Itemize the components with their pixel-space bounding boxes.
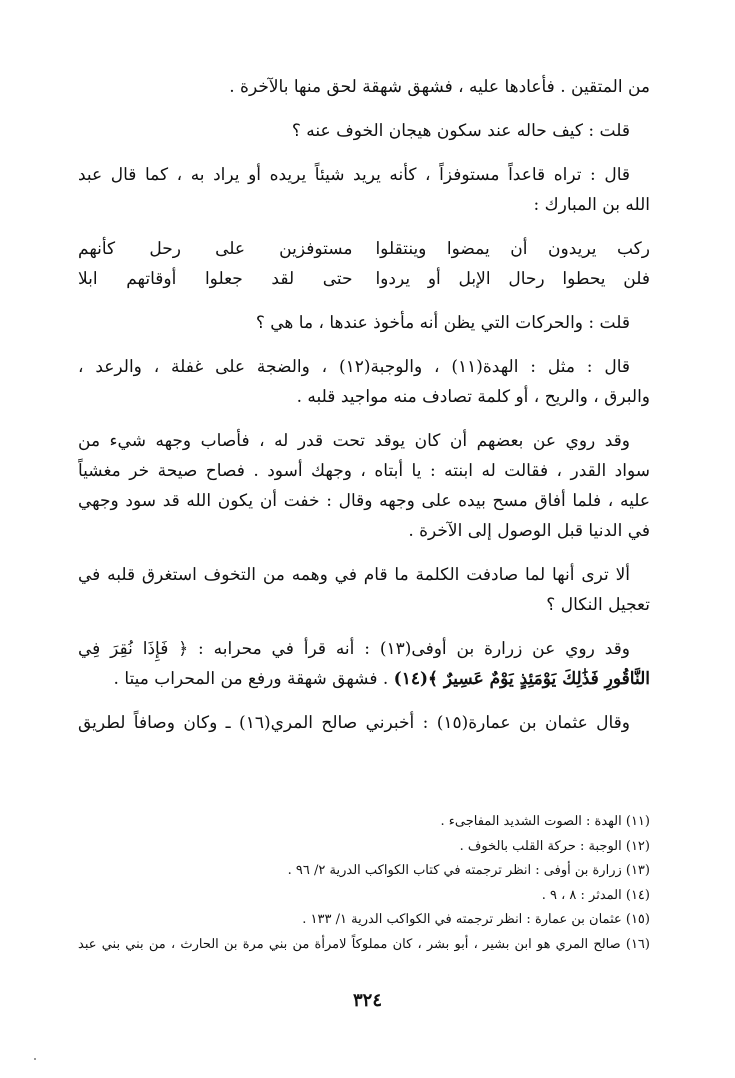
- poem-verse-2: [78, 264, 650, 294]
- text-line: في الدنيا قبل الوصول إلى الآخرة .: [408, 521, 650, 541]
- text-span: . فشهق شهقة ورفع من المحراب ميتا .: [113, 669, 394, 689]
- footnote-14: (١٤) المدثر : ٨ ، ٩ .: [541, 887, 650, 903]
- quran-verse: النَّاقُورِ فَذَٰلِكَ يَوْمَئِذٍ يَوْمٌ عَسِيرٌ ﴾(١٤): [393, 669, 650, 689]
- paragraph-5: [78, 352, 650, 412]
- text-line: قال : تراه قاعداً مستوفزاً ، كأنه يريد شيئاً يريده أو يراد به ، كما قال عبد: [78, 165, 630, 185]
- text-line: قال : مثل : الهدة(١١) ، والوجبة(١٢) ، والضجة على غفلة ، والرعد ،: [78, 357, 630, 377]
- main-text: [78, 72, 650, 738]
- paragraph-6: [78, 426, 650, 546]
- poem-hemistich: فلن يحطوا رحال الإبل أو يردوا: [375, 269, 650, 289]
- poem-hemistich: حتى لقد جعلوا أوقاتهم ابلا: [78, 269, 353, 289]
- text-line: عليه ، فلما أفاق مسح بيده على وجهه وقال : خفت أن يكون الله قد سود وجهي: [78, 491, 650, 511]
- text-line: ألا ترى أنها لما صادفت الكلمة ما قام في وهمه من التخوف استغرق قلبه في: [78, 565, 630, 585]
- text-line: [78, 664, 650, 694]
- poem-hemistich: ركب يريدون أن يمضوا وينتقلوا: [375, 239, 650, 259]
- text-line: وقد روي عن بعضهم أن كان يوقد تحت قدر له ، فأصاب وجهه شيء من: [78, 431, 630, 451]
- footnote-16: (١٦) صالح المري هو ابن بشير ، أبو بشر ، كان مملوكاً لامرأة من بني مرة بن الحارث ، من بني بني عبد: [78, 936, 650, 952]
- paragraph-7: [78, 560, 650, 620]
- text-line: تعجيل النكال ؟: [546, 595, 650, 615]
- footnote-15: (١٥) عثمان بن عمارة : انظر ترجمته في الكواكب الدرية ١/ ١٣٣ .: [302, 912, 650, 927]
- paragraph-3: [78, 160, 650, 220]
- page-number: ٣٢٤: [352, 990, 382, 1011]
- text-line: وقد روي عن زرارة بن أوفى(١٣) : أنه قرأ في محرابه : ﴿ فَإِذَا نُقِرَ فِي: [78, 639, 630, 659]
- paragraph-1: من المتقين . فأعادها عليه ، فشهق شهقة لحق منها بالآخرة .: [229, 77, 650, 97]
- paragraph-4: قلت : والحركات التي يظن أنه مأخوذ عندها ، ما هي ؟: [255, 313, 630, 333]
- poem: [78, 234, 650, 294]
- paragraph-8: [78, 634, 650, 694]
- paragraph-9: وقال عثمان بن عمارة(١٥) : أخبرني صالح المري(١٦) ـ وكان وصافاً لطريق: [78, 713, 631, 733]
- text-line: سواد القدر ، فقالت له ابنته : يا أبتاه ، وجهك أسود . فصاح صيحة خر مغشياً: [78, 461, 650, 481]
- text-line: والبرق ، والريح ، أو كلمة تصادف منه مواجيد قلبه .: [296, 387, 650, 407]
- footnote-12: (١٢) الوجبة : حركة القلب بالخوف .: [459, 838, 650, 854]
- footnotes: [78, 810, 650, 957]
- poem-hemistich: مستوفزين على رحل كأنهم: [78, 239, 353, 259]
- text-line: الله بن المبارك :: [533, 195, 650, 215]
- paragraph-2: قلت : كيف حاله عند سكون هيجان الخوف عنه ؟: [291, 121, 630, 141]
- footnote-11: (١١) الهدة : الصوت الشديد المفاجىء .: [440, 814, 650, 829]
- footnote-13: (١٣) زرارة بن أوفى : انظر ترجمته في كتاب الكواكب الدرية ٢/ ٩٦ .: [287, 863, 650, 878]
- poem-verse-1: [78, 234, 650, 264]
- scan-speck: [34, 1058, 36, 1060]
